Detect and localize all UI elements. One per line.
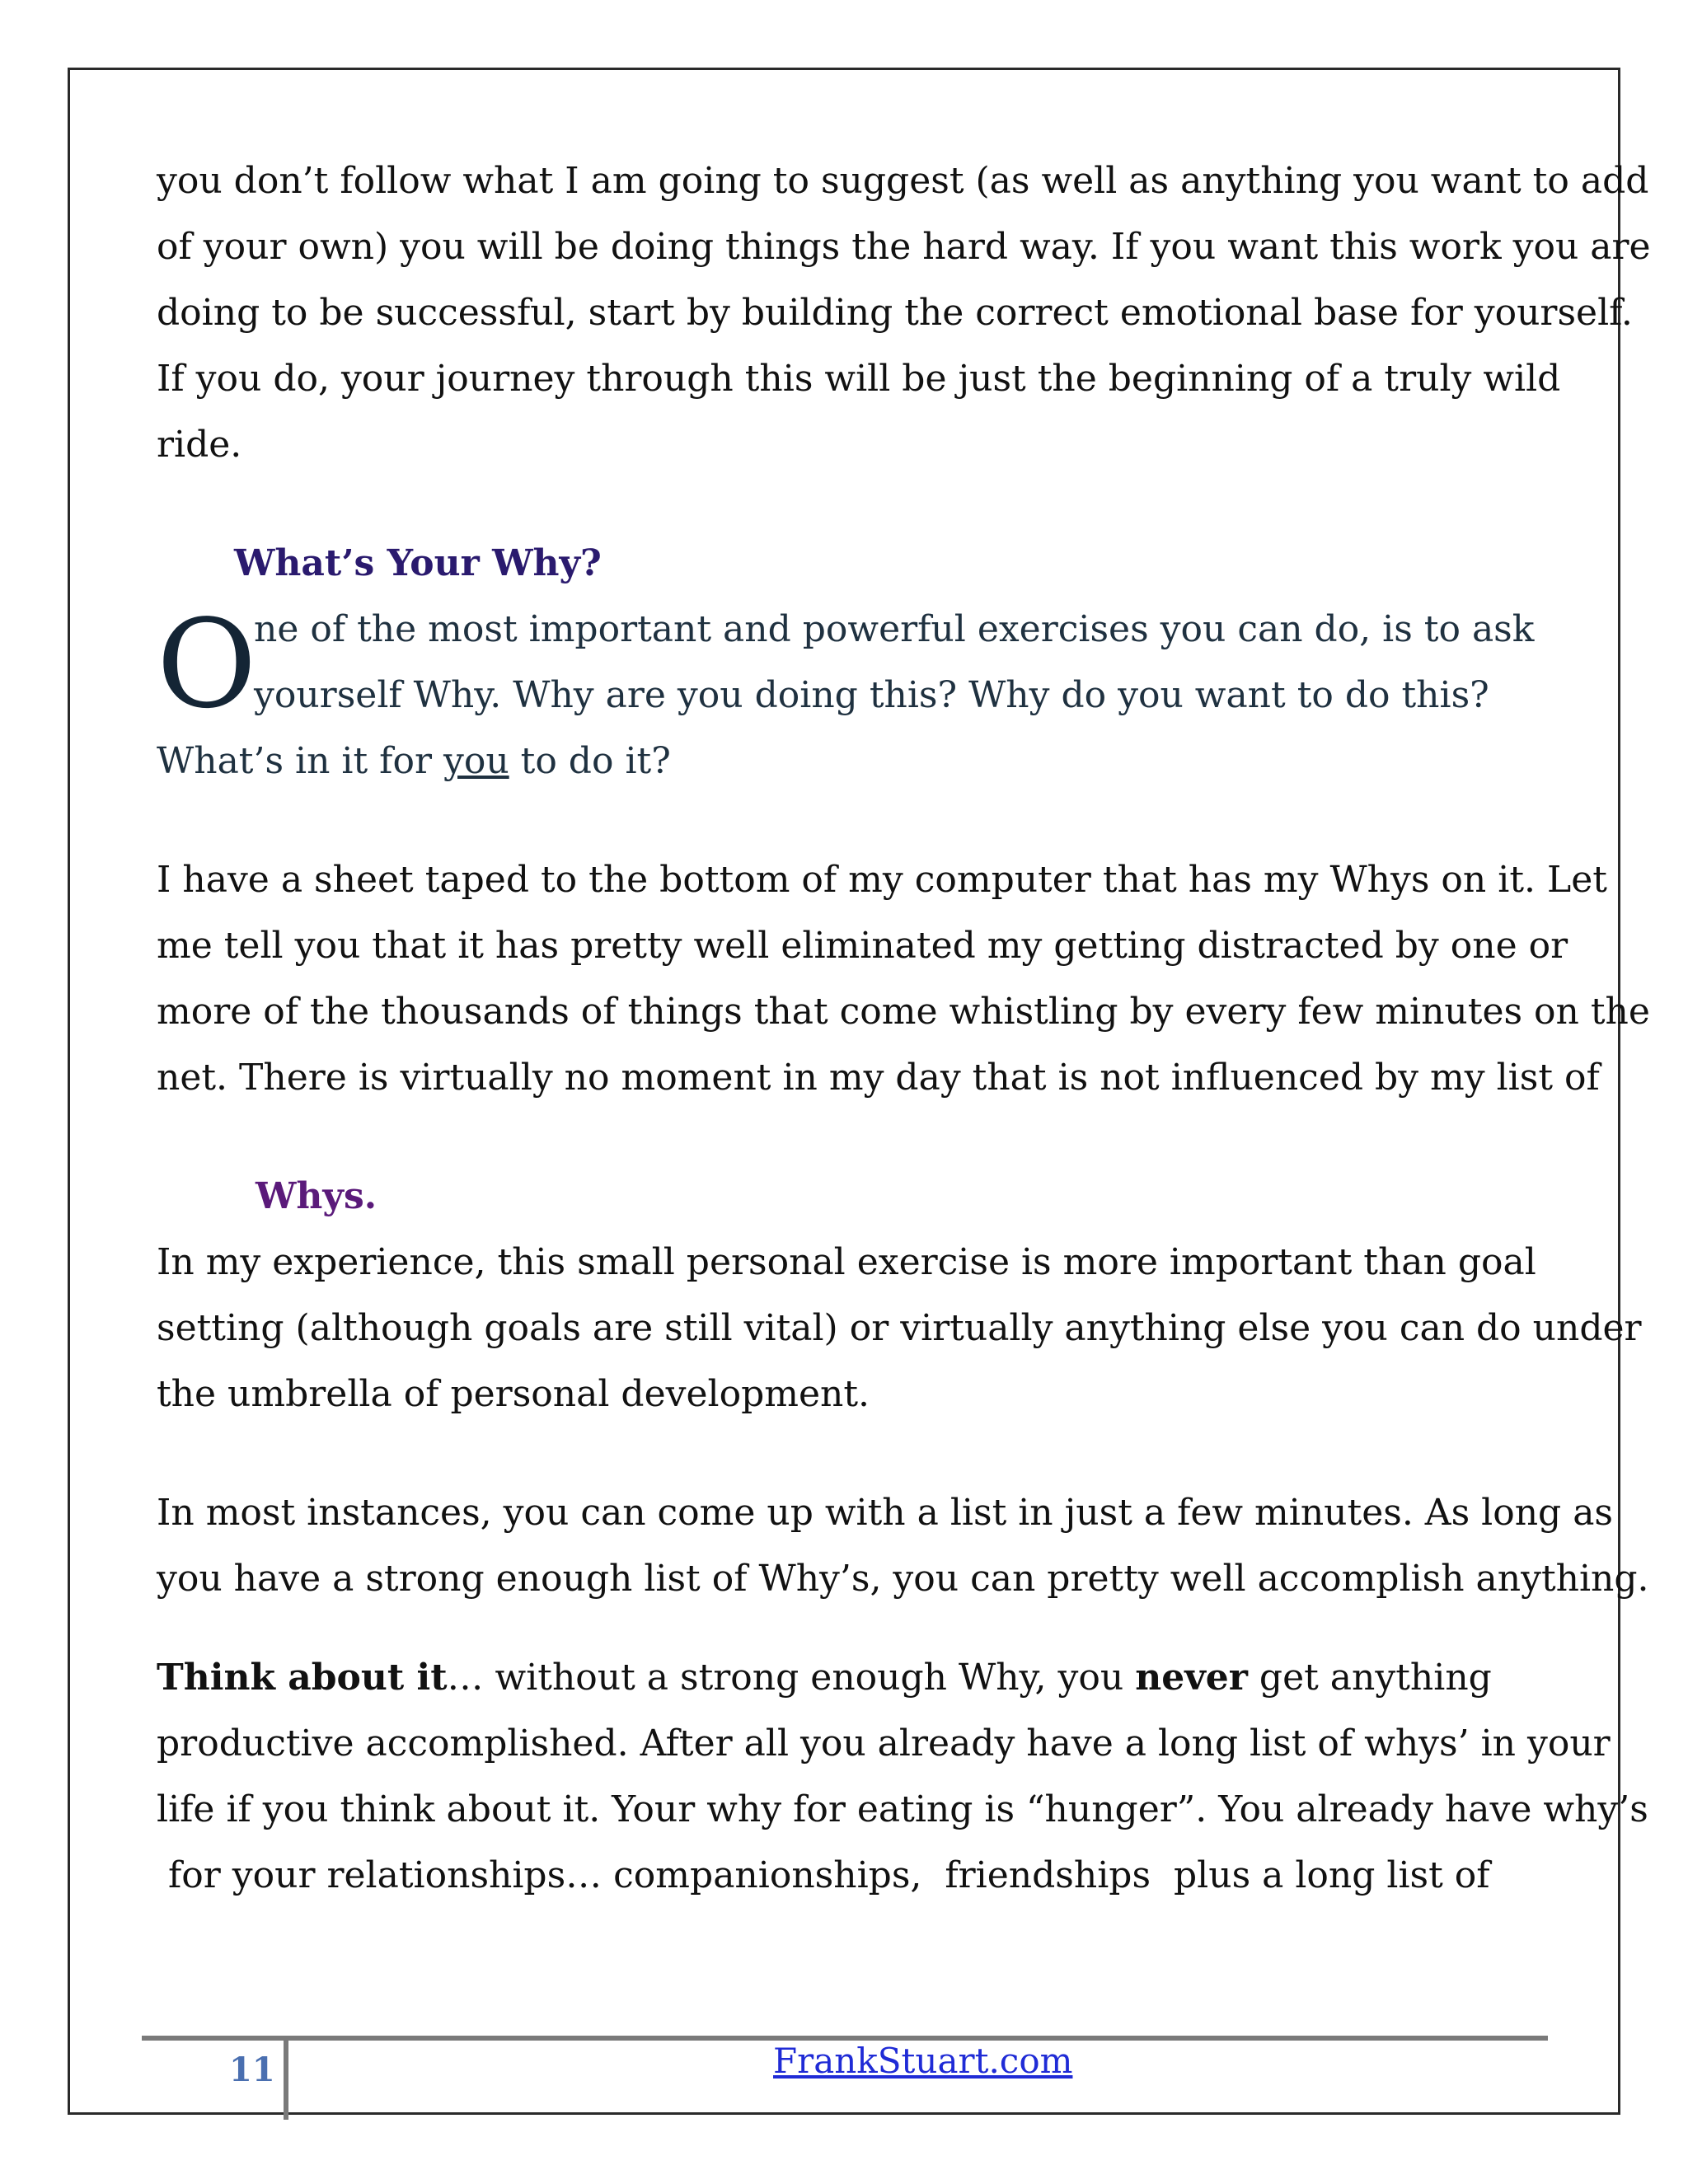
text-line: you don’t follow what I am going to suggest (as well as anything you want to add	[157, 160, 1649, 202]
text-line: more of the thousands of things that come whistling by every few minutes on the	[157, 991, 1650, 1033]
text-line: Think about it… without a strong enough Why, you never get anything	[157, 1657, 1492, 1699]
text-line: of your own) you will be doing things the hard way. If you want this work you are	[157, 226, 1651, 268]
text-line: doing to be successful, start by building the correct emotional base for yourself.	[157, 292, 1633, 334]
text-line: I have a sheet taped to the bottom of my computer that has my Whys on it. Let	[157, 859, 1607, 901]
text-line: the umbrella of personal development.	[157, 1373, 870, 1415]
bold-word: never	[1135, 1657, 1248, 1699]
footer-divider	[284, 2041, 288, 2120]
text-line: In most instances, you can come up with a list in just a few minutes. As long as	[157, 1492, 1614, 1534]
text-line: In my experience, this small personal exercise is more important than goal	[157, 1241, 1536, 1283]
text-line: net. There is virtually no moment in my day that is not influenced by my list of	[157, 1057, 1600, 1099]
text-line: you have a strong enough list of Why’s, you can pretty well accomplish anything.	[157, 1558, 1649, 1600]
section-heading: What’s Your Why?	[234, 542, 602, 584]
document-body	[157, 148, 1651, 1909]
paragraph-experience	[157, 1230, 1642, 1427]
intro-paragraph	[157, 593, 1558, 794]
paragraph-instances	[157, 1480, 1649, 1612]
bold-phrase: Think about it	[157, 1657, 448, 1699]
paragraph-intro-continuation	[157, 148, 1651, 478]
paragraph-think	[157, 1645, 1648, 1909]
text-line: ride.	[157, 424, 242, 466]
website-link[interactable]: FrankStuart.com	[773, 2041, 1073, 2081]
text-line: If you do, your journey through this will be just the beginning of a truly wild	[157, 358, 1561, 400]
text-line: setting (although goals are still vital) or virtually anything else you can do under	[157, 1307, 1642, 1349]
text-line: productive accomplished. After all you already have a long list of whys’ in your	[157, 1722, 1611, 1765]
whys-heading: Whys.	[256, 1175, 377, 1217]
text-line: for your relationships… companionships, friendships plus a long list of	[157, 1854, 1490, 1896]
text-line: ne of the most important and powerful exercises you can do, is to ask	[254, 608, 1535, 650]
drop-cap: O	[157, 593, 257, 735]
text-line: life if you think about it. Your why for eating is “hunger”. You already have why’s	[157, 1788, 1648, 1830]
page-number: 11	[229, 2050, 275, 2089]
text-line: What’s in it for you to do it?	[157, 740, 671, 782]
text-line: yourself Why. Why are you doing this? Why do you want to do this?	[254, 674, 1489, 716]
paragraph-sheet	[157, 847, 1650, 1111]
text-line: me tell you that it has pretty well eliminated my getting distracted by one or	[157, 925, 1568, 967]
underlined-word: you	[443, 740, 509, 782]
